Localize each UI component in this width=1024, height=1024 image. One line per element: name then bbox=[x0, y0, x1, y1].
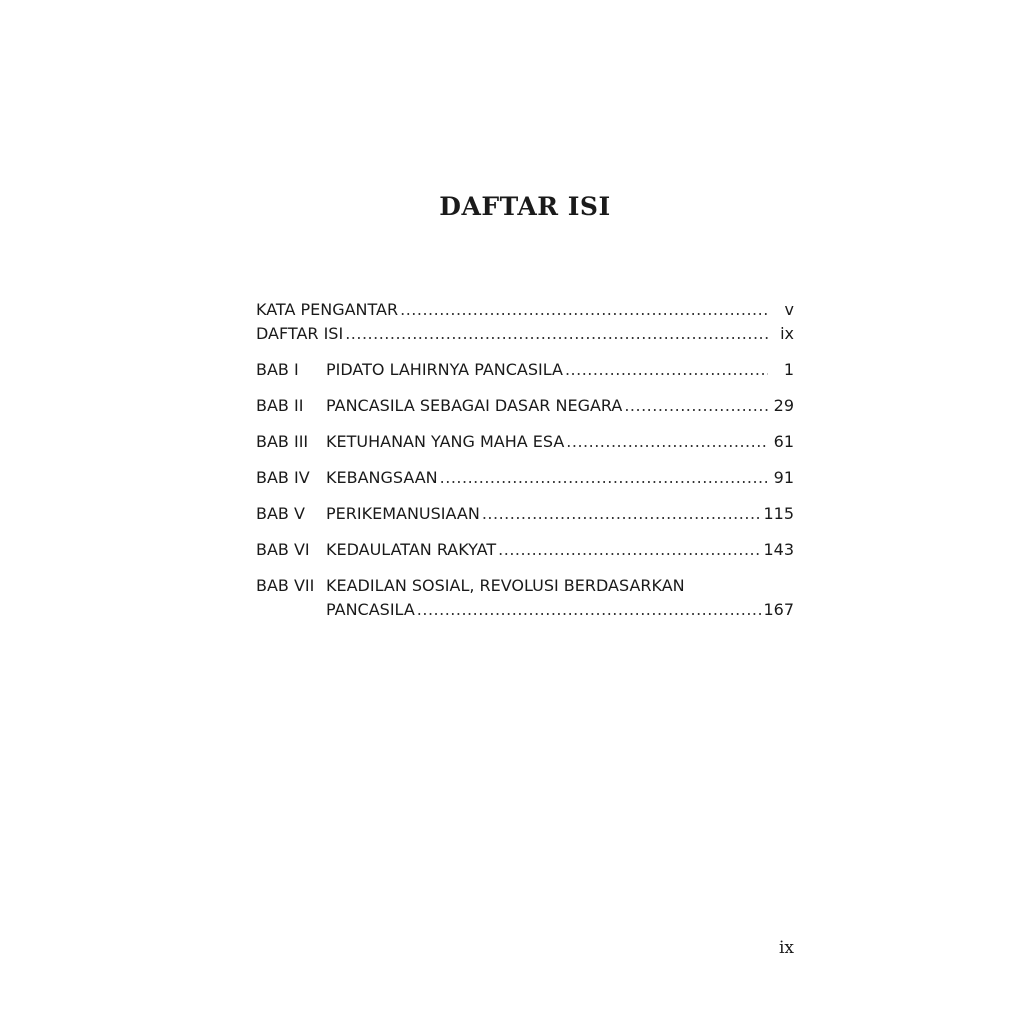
dot-leader bbox=[440, 466, 768, 490]
toc-chapter-number: BAB I bbox=[256, 360, 299, 379]
dot-leader bbox=[417, 598, 762, 622]
toc-entry-bab-6[interactable] bbox=[256, 538, 794, 562]
toc-chapter-number: BAB IV bbox=[256, 468, 310, 487]
dot-leader bbox=[400, 298, 768, 322]
toc-entry-page: ix bbox=[780, 324, 794, 343]
toc-entry-page: 167 bbox=[763, 600, 794, 619]
toc-entry-title: PANCASILA SEBAGAI DASAR NEGARA bbox=[326, 396, 623, 415]
toc-entry-bab-3[interactable] bbox=[256, 430, 794, 454]
toc-entry-bab-7-continuation[interactable] bbox=[256, 598, 794, 622]
toc-entry-title-line-1: KEADILAN SOSIAL, REVOLUSI BERDASARKAN bbox=[326, 576, 685, 595]
dot-leader bbox=[482, 502, 762, 526]
toc-entry-page: 143 bbox=[763, 540, 794, 559]
toc-chapter-number: BAB II bbox=[256, 396, 304, 415]
dot-leader bbox=[345, 322, 768, 346]
toc-entry-page: 91 bbox=[773, 468, 794, 487]
toc-entry-bab-1[interactable] bbox=[256, 358, 794, 382]
toc-entry-title: KEBANGSAAN bbox=[326, 468, 438, 487]
toc-entry-bab-7[interactable] bbox=[256, 574, 794, 598]
toc-entry-title: KETUHANAN YANG MAHA ESA bbox=[326, 432, 565, 451]
toc-entry-page: v bbox=[784, 300, 794, 319]
toc-entry-title-line-2: PANCASILA bbox=[326, 600, 415, 619]
toc-entry-bab-5[interactable] bbox=[256, 502, 794, 526]
toc-entry-bab-4[interactable] bbox=[256, 466, 794, 490]
page-title: DAFTAR ISI bbox=[439, 192, 611, 221]
dot-leader bbox=[624, 394, 768, 418]
toc-entry-title: DAFTAR ISI bbox=[256, 324, 344, 343]
toc-entry-title: PIDATO LAHIRNYA PANCASILA bbox=[326, 360, 563, 379]
toc-chapter-number: BAB V bbox=[256, 504, 305, 523]
toc-entry-kata-pengantar[interactable] bbox=[256, 298, 794, 322]
toc-entry-daftar-isi[interactable] bbox=[256, 322, 794, 346]
dot-leader bbox=[498, 538, 761, 562]
toc-entry-page: 115 bbox=[763, 504, 794, 523]
dot-leader bbox=[565, 358, 768, 382]
toc-entry-page: 61 bbox=[773, 432, 794, 451]
table-of-contents bbox=[256, 298, 794, 622]
toc-chapter-number: BAB III bbox=[256, 432, 309, 451]
toc-entry-title: KEDAULATAN RAKYAT bbox=[326, 540, 497, 559]
toc-entry-page: 1 bbox=[783, 360, 794, 379]
dot-leader bbox=[566, 430, 768, 454]
toc-chapter-number: BAB VII bbox=[256, 576, 315, 595]
toc-entry-bab-2[interactable] bbox=[256, 394, 794, 418]
toc-entry-page: 29 bbox=[773, 396, 794, 415]
toc-chapter-number: BAB VI bbox=[256, 540, 310, 559]
toc-entry-title: KATA PENGANTAR bbox=[256, 300, 399, 319]
toc-entry-title: PERIKEMANUSIAAN bbox=[326, 504, 480, 523]
page-number: ix bbox=[778, 938, 794, 958]
